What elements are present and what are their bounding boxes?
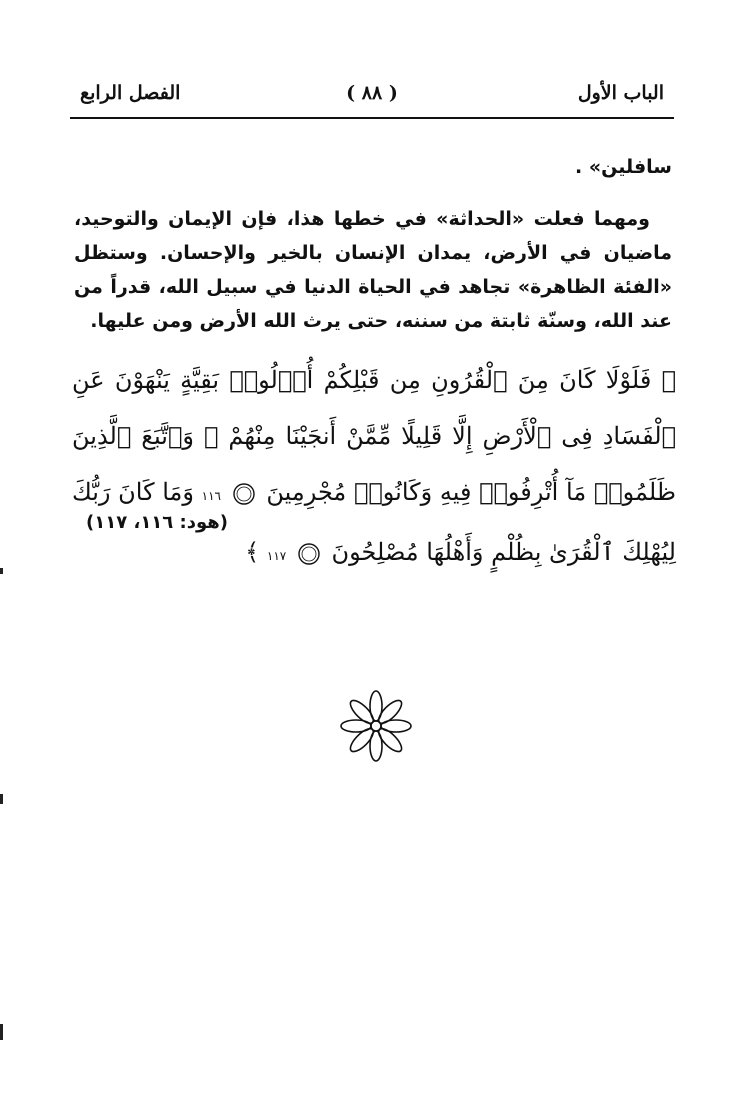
header-rule [70, 117, 674, 119]
verse-end-ornament-icon [297, 542, 321, 566]
verse-number-116 [194, 478, 259, 506]
verse-number-117 [259, 538, 324, 566]
quran-verse-116: فَلَوْلَا كَانَ مِنَ ٱلْقُرُونِ مِن قَبْلِكُمْ أُو۟لُوا۟ بَقِيَّةٍ يَنْهَوْنَ عَنِ ٱلْفَسَادِ فِى ٱلْأَرْضِ إِلَّا قَلِيلًا مِّمَّنْ أَنجَيْنَا مِنْهُمْ ۗ وَٱتَّبَعَ ٱلَّذِينَ ظَلَمُوا۟ مَآ أُتْرِفُوا۟ فِيهِ وَكَانُوا۟ مُجْرِمِينَ [72, 366, 676, 506]
verse-number-117-label: ١١٧ [266, 549, 287, 563]
page-number: ( ٨٨ ) [346, 82, 398, 104]
scan-mark [0, 794, 3, 804]
continued-line: سافلين» . [575, 156, 672, 178]
verse-end-ornament-icon [232, 482, 256, 506]
running-header [70, 82, 674, 112]
body-paragraph: ومهما فعلت «الحداثة» في خطها هذا، فإن الإيمان والتوحيد، ماضيان في الأرض، يمدان الإنسان بالخير والإحسان. وستظل «الفئة الظاهرة» تجاهد في الحياة الدنيا في سبيل الله، قدراً من عند الله، وسنّة ثابتة من سننه، حتى يرث الله الأرض ومن عليها. [74, 208, 672, 332]
quran-verses [72, 352, 676, 584]
flower-ornament-icon [336, 686, 416, 766]
section-title: الفصل الرابع [80, 82, 181, 104]
quran-close-bracket: ﴾ [245, 538, 260, 566]
scan-mark [0, 568, 3, 574]
verse-number-116-label: ١١٦ [201, 489, 221, 503]
quran-open-bracket: ﴿ [661, 366, 676, 394]
quran-verse-117: وَمَا كَانَ رَبُّكَ لِيُهْلِكَ ٱلْقُرَىٰ بِظُلْمٍ وَأَهْلُهَا مُصْلِحُونَ [72, 478, 676, 566]
surah-citation: (هود: ١١٦، ١١٧) [86, 512, 228, 533]
chapter-title: الباب الأول [577, 82, 664, 104]
scan-mark [0, 1024, 3, 1040]
